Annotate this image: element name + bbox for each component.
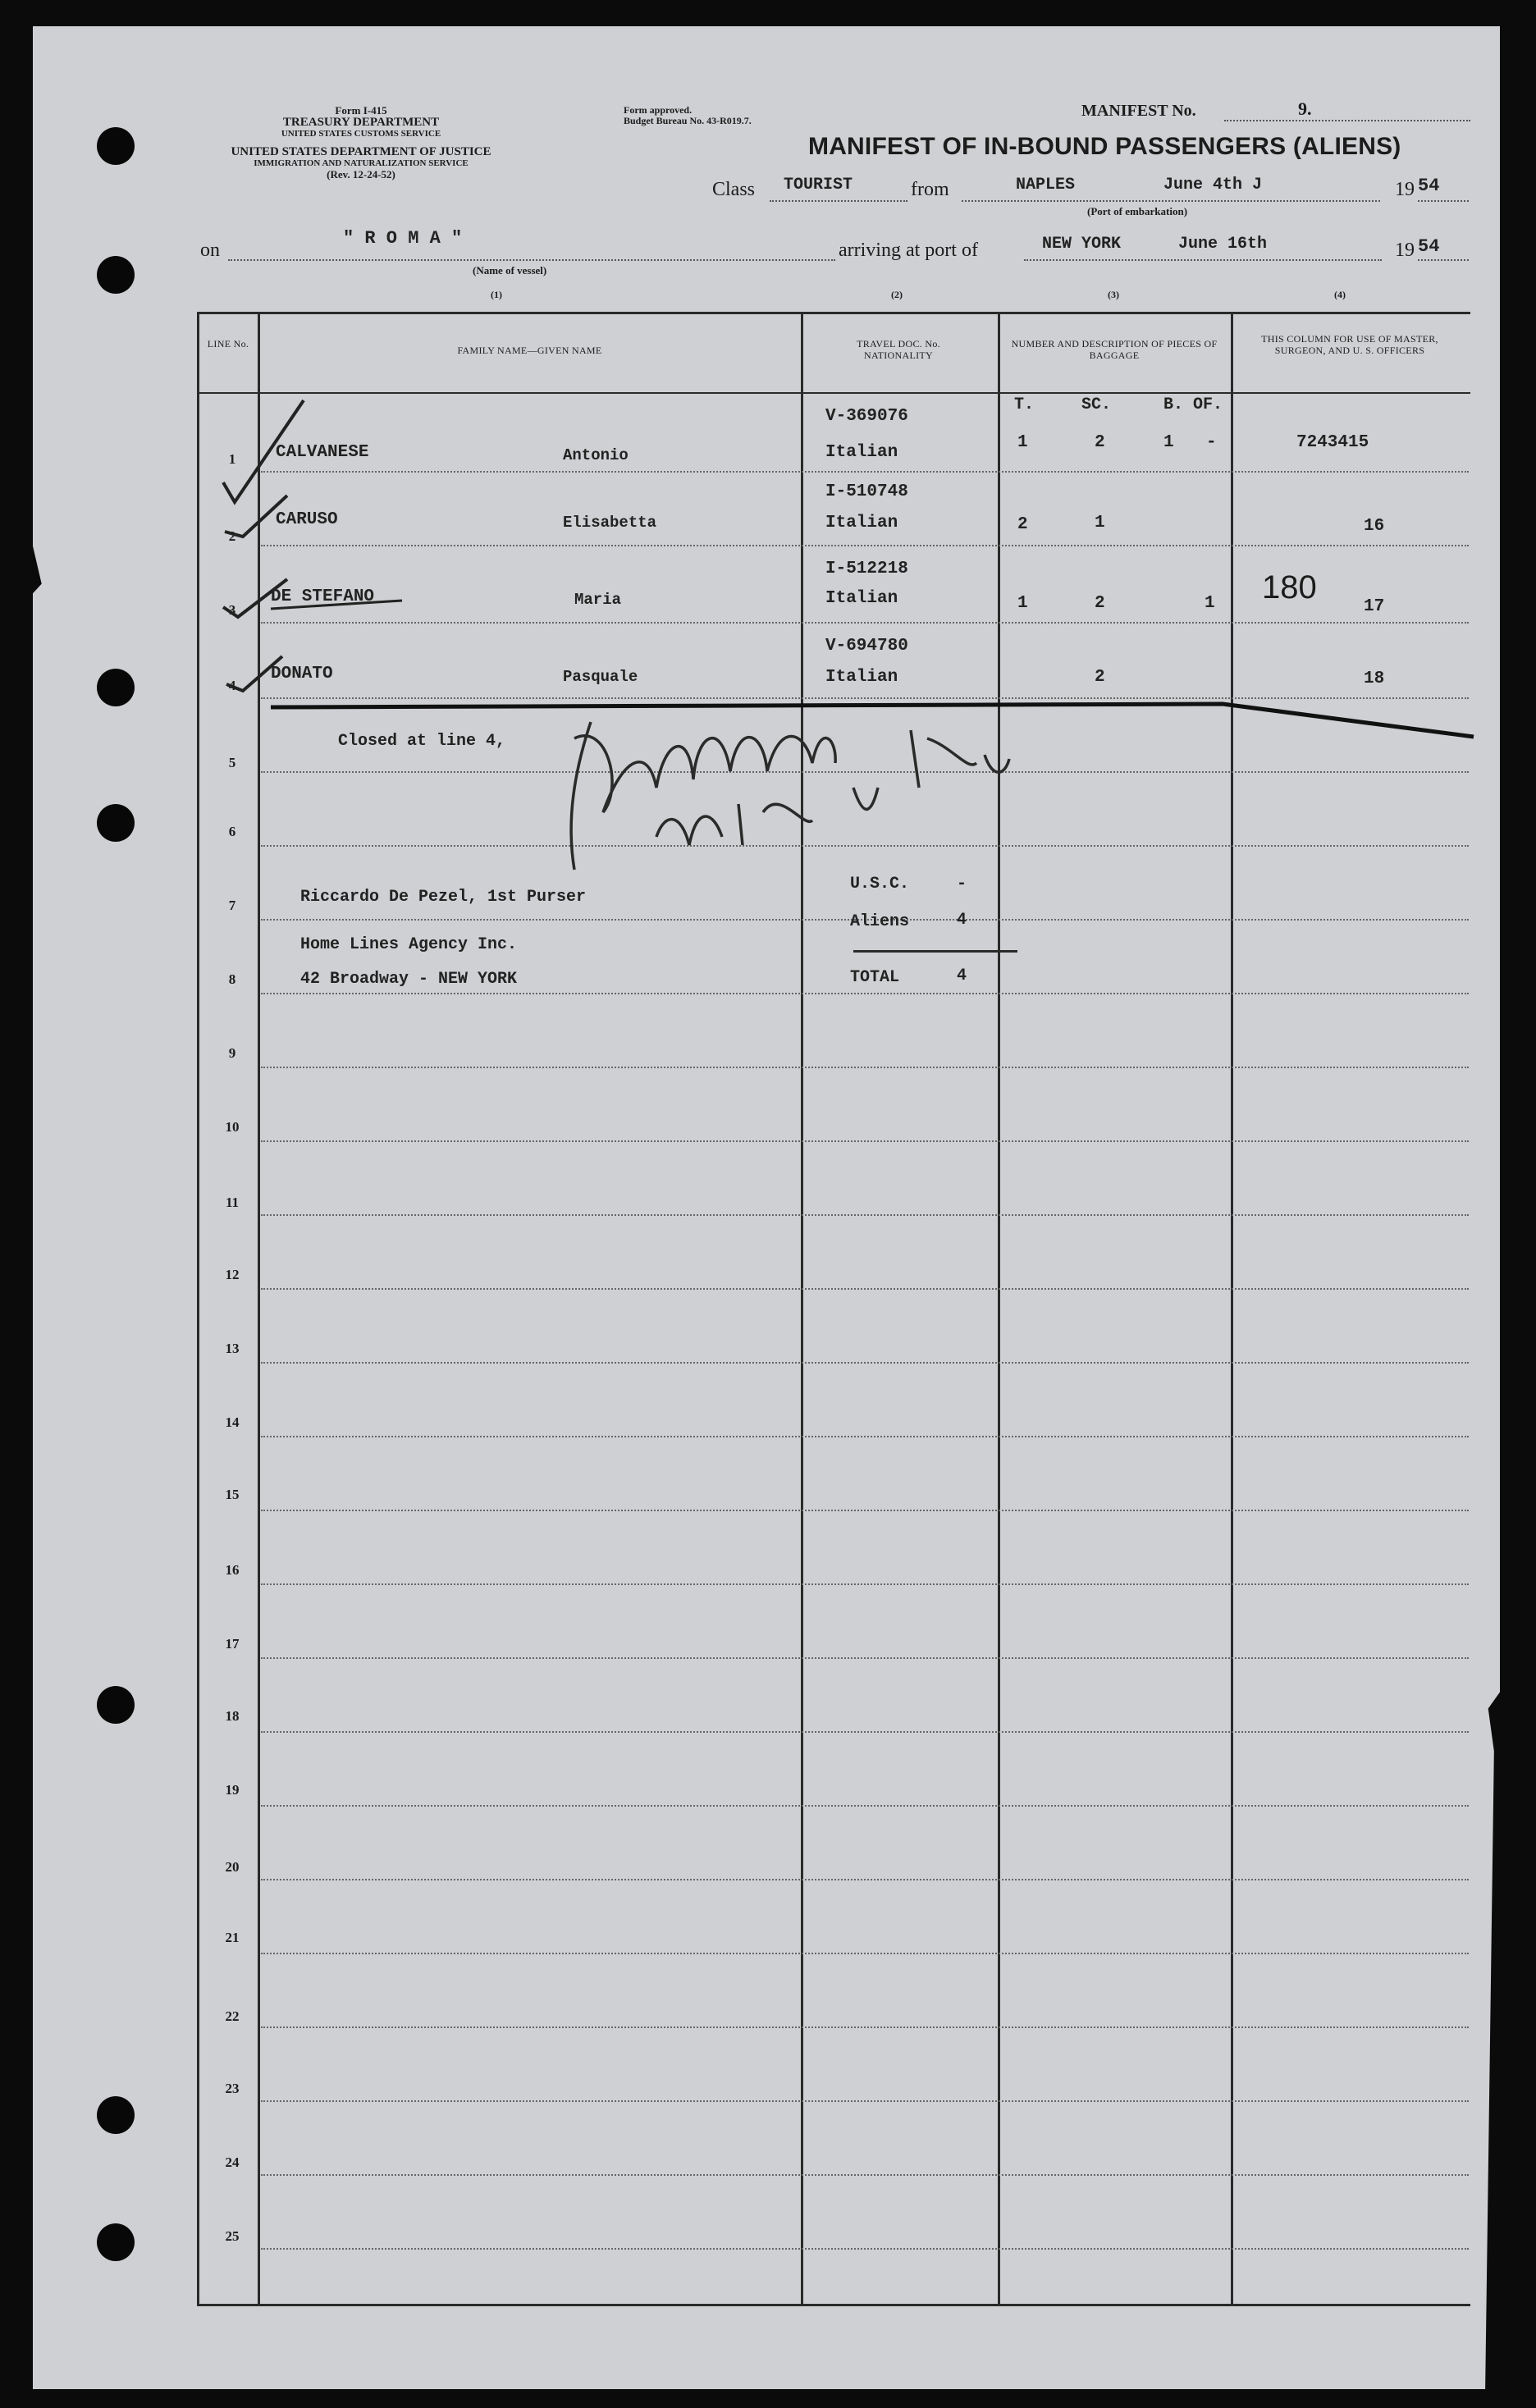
ins-service: IMMIGRATION AND NATURALIZATION SERVICE bbox=[254, 158, 469, 168]
line-number: 3 bbox=[228, 602, 236, 618]
manifest-number-label: MANIFEST No. bbox=[1081, 102, 1196, 120]
form-number: Form I-415 bbox=[335, 104, 387, 117]
line-number: 24 bbox=[225, 2154, 240, 2170]
nationality: Italian bbox=[825, 668, 898, 687]
from-date: June 4th J bbox=[1163, 176, 1263, 194]
family-name: CARUSO bbox=[276, 510, 338, 529]
total-label: TOTAL bbox=[850, 968, 900, 987]
line-number: 19 bbox=[225, 1782, 240, 1798]
baggage-suitcases: 2 bbox=[1095, 594, 1105, 613]
line-number: 9 bbox=[228, 1045, 236, 1061]
officer-handwritten-number: 180 bbox=[1262, 569, 1317, 605]
baggage-bags: 1 bbox=[1205, 594, 1215, 613]
baggage-suitcases: 2 bbox=[1095, 433, 1105, 452]
aliens-label: Aliens bbox=[850, 912, 910, 931]
treasury-dept: TREASURY DEPARTMENT bbox=[282, 116, 440, 129]
check-mark bbox=[223, 400, 304, 502]
aliens-value: 4 bbox=[957, 911, 967, 930]
usc-value: - bbox=[957, 875, 967, 893]
given-name: Elisabetta bbox=[563, 514, 657, 532]
usc-label: U.S.C. bbox=[850, 875, 910, 893]
total-value: 4 bbox=[957, 966, 967, 985]
line-number: 6 bbox=[228, 824, 236, 839]
line-number: 25 bbox=[225, 2228, 240, 2244]
line-number: 2 bbox=[228, 528, 236, 544]
travel-doc-number: I-512218 bbox=[825, 560, 908, 578]
purser-name: Riccardo De Pezel, 1st Purser bbox=[300, 888, 587, 907]
line-number: 8 bbox=[228, 971, 236, 987]
officer-note: 7243415 bbox=[1296, 433, 1369, 452]
baggage-extra: - bbox=[1206, 433, 1217, 452]
column-number-4: (4) bbox=[1334, 289, 1346, 300]
arrival-port: NEW YORK bbox=[1042, 235, 1122, 254]
line-number: 5 bbox=[228, 755, 236, 770]
check-mark bbox=[226, 656, 282, 691]
closed-at-line: Closed at line 4, bbox=[338, 732, 506, 751]
officer-signature bbox=[571, 722, 1009, 870]
from-port: NAPLES bbox=[1016, 176, 1076, 194]
officer-note: 16 bbox=[1364, 517, 1385, 536]
justice-dept: UNITED STATES DEPARTMENT OF JUSTICE bbox=[231, 145, 491, 158]
header-officers: THIS COLUMN FOR USE OF MASTER, SURGEON, AND U. S. OFFICERS bbox=[1261, 333, 1438, 356]
line-number: 12 bbox=[225, 1267, 240, 1282]
arrival-date: June 16th bbox=[1178, 235, 1268, 254]
customs-service: UNITED STATES CUSTOMS SERVICE bbox=[281, 129, 441, 139]
travel-doc-number: I-510748 bbox=[825, 482, 908, 501]
class-label: Class bbox=[712, 179, 756, 200]
form-approved: Form approved. bbox=[624, 104, 693, 116]
baggage-subhead-trunk: T. bbox=[1014, 395, 1035, 414]
header-travel-doc: TRAVEL DOC. No. NATIONALITY bbox=[857, 338, 940, 361]
line-number: 10 bbox=[225, 1119, 240, 1135]
line-number: 22 bbox=[225, 2008, 240, 2024]
baggage-bags: 1 bbox=[1163, 433, 1174, 452]
revision-date: (Rev. 12-24-52) bbox=[327, 168, 395, 180]
line-number: 16 bbox=[225, 1562, 240, 1578]
year-prefix-2: 19 bbox=[1395, 240, 1415, 261]
from-label: from bbox=[911, 179, 949, 200]
closing-line bbox=[271, 704, 1474, 737]
class-value: TOURIST bbox=[784, 176, 853, 194]
line-number: 21 bbox=[225, 1930, 240, 1945]
header-baggage: NUMBER AND DESCRIPTION OF PIECES OF BAGGAGE bbox=[1011, 338, 1218, 361]
line-number: 1 bbox=[228, 451, 236, 467]
nationality: Italian bbox=[825, 443, 898, 462]
line-number: 18 bbox=[225, 1708, 240, 1724]
manifest-number: 9. bbox=[1298, 98, 1312, 119]
header-name: FAMILY NAME—GIVEN NAME bbox=[457, 345, 602, 356]
baggage-suitcases: 1 bbox=[1095, 514, 1105, 532]
family-name: DE STEFANO bbox=[271, 587, 375, 606]
baggage-trunks: 1 bbox=[1017, 594, 1028, 613]
agency-name: Home Lines Agency Inc. bbox=[300, 935, 518, 954]
on-label: on bbox=[200, 240, 220, 261]
column-number-3: (3) bbox=[1108, 289, 1119, 300]
year-prefix-1: 19 bbox=[1395, 179, 1415, 200]
line-number: 15 bbox=[225, 1487, 240, 1502]
line-number: 23 bbox=[225, 2081, 240, 2096]
family-name: CALVANESE bbox=[276, 443, 369, 462]
vessel-name: " R O M A " bbox=[343, 228, 463, 249]
line-number: 17 bbox=[225, 1636, 240, 1652]
line-number: 20 bbox=[225, 1859, 240, 1875]
officer-note: 17 bbox=[1364, 597, 1385, 616]
check-mark bbox=[223, 579, 287, 617]
travel-doc-number: V-694780 bbox=[825, 637, 908, 656]
column-number-2: (2) bbox=[891, 289, 903, 300]
manifest-title: MANIFEST OF IN-BOUND PASSENGERS (ALIENS) bbox=[808, 133, 1401, 160]
port-embarkation-note: (Port of embarkation) bbox=[1087, 205, 1188, 217]
baggage-trunks: 1 bbox=[1017, 433, 1028, 452]
line-number: 13 bbox=[225, 1341, 240, 1356]
strike-line bbox=[271, 601, 402, 609]
baggage-subhead-bag: B. OF. bbox=[1163, 395, 1223, 414]
family-name: DONATO bbox=[271, 665, 333, 683]
line-number: 7 bbox=[228, 898, 236, 913]
year-2: 54 bbox=[1418, 236, 1440, 257]
budget-bureau: Budget Bureau No. 43-R019.7. bbox=[624, 115, 752, 126]
header-line-no: LINE No. bbox=[207, 338, 249, 350]
baggage-subhead-suitcase: SC. bbox=[1081, 395, 1112, 414]
column-number-1: (1) bbox=[491, 289, 502, 300]
agency-address: 42 Broadway - NEW YORK bbox=[300, 970, 518, 989]
arriving-label: arriving at port of bbox=[839, 240, 978, 261]
nationality: Italian bbox=[825, 514, 898, 532]
line-number: 4 bbox=[228, 678, 236, 693]
officer-note: 18 bbox=[1364, 669, 1385, 688]
nationality: Italian bbox=[825, 589, 898, 608]
line-number: 11 bbox=[225, 1195, 240, 1210]
given-name: Pasquale bbox=[563, 668, 638, 686]
given-name: Maria bbox=[574, 591, 622, 609]
vessel-note: (Name of vessel) bbox=[473, 264, 547, 276]
given-name: Antonio bbox=[563, 446, 629, 464]
year-1: 54 bbox=[1418, 176, 1440, 196]
baggage-trunks: 2 bbox=[1017, 515, 1028, 534]
line-number: 14 bbox=[225, 1414, 240, 1430]
travel-doc-number: V-369076 bbox=[825, 407, 908, 426]
baggage-suitcases: 2 bbox=[1095, 668, 1105, 687]
